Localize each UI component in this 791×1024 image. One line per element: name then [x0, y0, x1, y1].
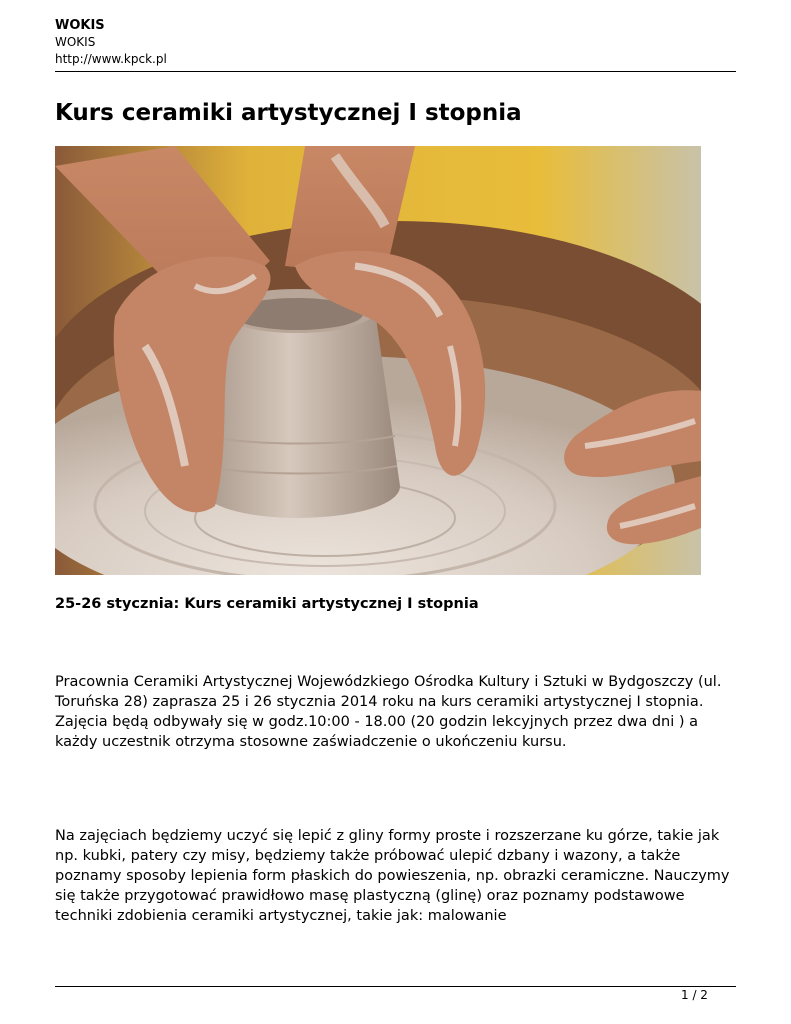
- site-subtitle: WOKIS: [55, 35, 96, 49]
- header-divider: [55, 71, 736, 72]
- article-subheading: 25-26 stycznia: Kurs ceramiki artystycznej I stopnia: [55, 596, 479, 612]
- article-paragraph-2: Na zajęciach będziemy uczyć się lepić z gliny formy proste i rozszerzane ku górze, takie jak np. kubki, patery czy misy, będziemy także próbować ulepić dzbany i wazony, a także poznamy sposoby lepienia form płaskich do powieszenia, np. obrazki ceramiczne. Nauczymy się także przygotować prawidłowo masę plastyczną (glinę) oraz poznamy podstawowe techniki zdobienia ceramiki artystycznej, takie jak: malowanie: [55, 828, 730, 924]
- site-header: [55, 18, 736, 68]
- article-paragraph-1: Pracownia Ceramiki Artystycznej Wojewódzkiego Ośrodka Kultury i Sztuki w Bydgoszczy (ul. Toruńska 28) zaprasza 25 i 26 stycznia 2014 roku na kurs ceramiki artystycznej I stopnia. Zajęcia będą odbywały się w godz.10:00 - 18.00 (20 godzin lekcyjnych przez dwa dni ) a każdy uczestnik otrzyma stosowne zaświadczenie o ukończeniu kursu.: [55, 674, 722, 750]
- site-name: WOKIS: [55, 18, 105, 33]
- page-title: Kurs ceramiki artystycznej I stopnia: [55, 100, 522, 126]
- site-url[interactable]: http://www.kpck.pl: [55, 52, 167, 66]
- pottery-wheel-photo: [55, 146, 701, 575]
- footer-divider: [55, 986, 736, 987]
- page-number: 1 / 2: [681, 988, 708, 1002]
